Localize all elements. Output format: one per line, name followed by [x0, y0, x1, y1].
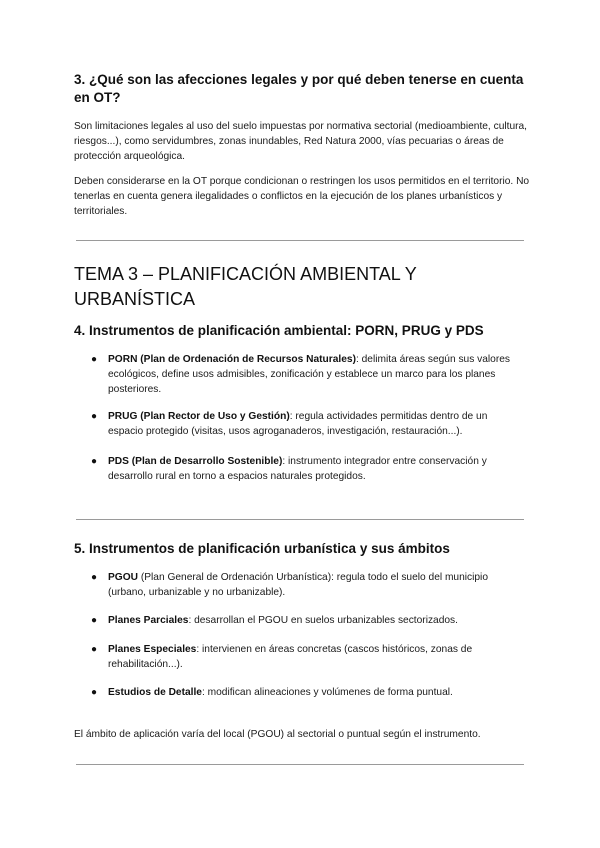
- list-item-description: : desarrollan el PGOU en suelos urbanizables sectorizados.: [188, 615, 458, 626]
- bullet-icon: ●: [91, 687, 98, 698]
- bullet-icon: ●: [91, 615, 98, 626]
- question-3-heading: 3. ¿Qué son las afecciones legales y por qué deben tenerse en cuenta en OT?: [74, 72, 524, 105]
- list-item-description: : modifican alineaciones y volúmenes de forma puntual.: [201, 687, 453, 698]
- list-item-term: PORN (Plan de Ordenación de Recursos Naturales): [108, 354, 356, 365]
- bullet-icon: ●: [91, 572, 98, 583]
- list-item-term: Estudios de Detalle: [108, 687, 202, 698]
- list-item-description: : instrumento integrador entre conservación y desarrollo rural en torno a espacios naturales protegidos.: [108, 456, 487, 483]
- bullet-icon: ●: [91, 644, 98, 655]
- bullet-icon: ●: [91, 354, 98, 365]
- list-item-term: PGOU: [108, 572, 139, 583]
- list-item-description: : regula actividades permitidas dentro de un espacio protegido (visitas, usos agroganaderos, investigación, restauración...).: [108, 411, 488, 438]
- tema-3-title: TEMA 3 – PLANIFICACIÓN AMBIENTAL Y URBANÍSTICA: [74, 264, 417, 309]
- list-item-description: : intervienen en áreas concretas (cascos históricos, zonas de rehabilitación...).: [108, 644, 473, 671]
- list-item-term: Planes Parciales: [108, 615, 189, 626]
- horizontal-rule: [76, 764, 524, 765]
- list-item-description: : delimita áreas según sus valores ecológicos, define usos admisibles, zonificación y establece un marco para los planes posteriores.: [108, 354, 510, 396]
- horizontal-rule: [76, 519, 524, 520]
- bullet-icon: ●: [91, 411, 98, 422]
- question-5-heading: 5. Instrumentos de planificación urbanística y sus ámbitos: [74, 541, 450, 556]
- list-item-term: PDS (Plan de Desarrollo Sostenible): [108, 456, 283, 467]
- question-3-paragraph-1: Son limitaciones legales al uso del suelo impuestas por normativa sectorial (medioambiente, cultura, riesgos...), como servidumbres, zonas inundables, Red Natura 2000, vías pecuarias o áreas de protección arqueológica.: [74, 121, 528, 163]
- closing-paragraph: El ámbito de aplicación varía del local (PGOU) al sectorial o puntual según el instrumento.: [74, 729, 481, 740]
- horizontal-rule: [76, 240, 524, 241]
- bullet-icon: ●: [91, 456, 98, 467]
- list-item-term: PRUG (Plan Rector de Uso y Gestión): [108, 411, 290, 422]
- list-item-term: Planes Especiales: [108, 644, 197, 655]
- question-3-paragraph-2: Deben considerarse en la OT porque condicionan o restringen los usos permitidos en el territorio. No tenerlas en cuenta genera ilegalidades o conflictos en la ejecución de los planes urbanísticos y territoriales.: [74, 176, 530, 218]
- list-item-description: (Plan General de Ordenación Urbanística): regula todo el suelo del municipio (urbano, urbanizable y no urbanizable).: [108, 572, 488, 599]
- question-4-heading: 4. Instrumentos de planificación ambiental: PORN, PRUG y PDS: [74, 323, 484, 338]
